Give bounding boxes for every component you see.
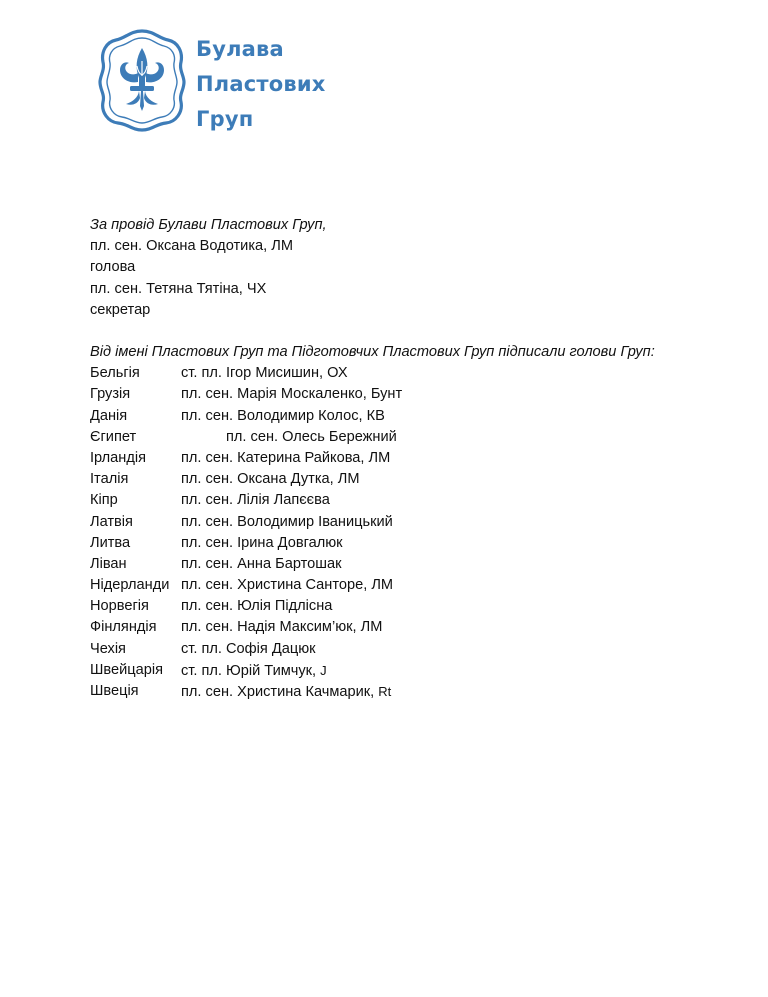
logotype-line-1: Булава [196,37,284,61]
group-country: Бельгія [90,365,140,382]
group-country: Швеція [90,683,139,700]
group-row [90,639,730,660]
group-country: Данія [90,407,128,424]
signatory-head-role: голова [90,259,136,276]
logotype-line-2: Пластових [196,72,326,96]
group-leader: пл. сен. Оксана Дутка, ЛМ [181,471,360,488]
group-row [90,363,730,384]
group-leader [181,681,391,702]
group-row [90,596,730,617]
group-leader: пл. сен. Володимир Колос, КВ [181,407,385,424]
group-leader: пл. сен. Христина Санторе, ЛМ [181,577,394,594]
group-country: Нідерланди [90,577,170,594]
spacer [90,321,730,342]
group-country: Ірландія [90,449,147,466]
group-country: Грузія [90,386,131,403]
signatory-secretary-role: секретар [90,301,151,318]
group-row [90,406,730,427]
group-leader: пл. сен. Ірина Довгалюк [181,534,343,551]
group-row [90,681,730,702]
group-leader: пл. сен. Катерина Райкова, ЛМ [181,449,391,466]
organization-logotype [196,32,326,137]
group-leader-suffix: J [320,662,327,678]
group-row [90,533,730,554]
group-country: Латвія [90,513,133,530]
group-leader: пл. сен. Володимир Іваницький [181,513,393,530]
group-row [90,384,730,405]
leadership-intro: За провід Булави Пластових Груп, [90,217,327,233]
group-row [90,554,730,575]
group-row [90,617,730,638]
group-row [90,575,730,596]
group-row [90,660,730,681]
logotype-line-3: Груп [196,107,254,131]
group-leader-name: ст. пл. Юрій Тимчук, [181,662,317,679]
group-leader: пл. сен. Лілія Лапєєва [181,492,330,509]
group-country: Норвегія [90,598,149,615]
group-leader-suffix: Rt [378,684,392,700]
group-leader: пл. сен. Анна Бартошак [181,555,342,572]
group-row [90,427,730,448]
group-leader: пл. сен. Олесь Бережний [226,428,397,445]
group-country: Італія [90,471,129,488]
group-row [90,490,730,511]
group-leader [181,660,327,681]
group-leader: пл. сен. Марія Москаленко, Бунт [181,386,403,403]
group-leader-name: пл. сен. Христина Качмарик, [181,684,375,701]
plast-lily-emblem-icon [98,28,186,132]
group-country: Єгипет [90,428,137,445]
signatory-secretary-name: пл. сен. Тетяна Тятіна, ЧХ [90,280,267,297]
group-country: Кіпр [90,492,118,509]
signatory-head-name: пл. сен. Оксана Водотика, ЛМ [90,238,293,255]
group-row [90,469,730,490]
group-country: Фінляндія [90,619,157,636]
group-country: Литва [90,534,131,551]
groups-intro: Від імені Пластових Груп та Підготовчих Пластових Груп підписали голови Груп: [90,344,655,361]
document-body [90,215,730,702]
group-country: Чехія [90,640,126,657]
group-leader: пл. сен. Юлія Підлісна [181,598,333,615]
group-row [90,448,730,469]
group-country: Швейцарія [90,661,163,678]
group-row [90,512,730,533]
group-leader: ст. пл. Софія Дацюк [181,640,316,657]
group-country: Ліван [90,555,127,572]
letterhead [98,28,326,134]
group-leader: ст. пл. Ігор Мисишин, ОХ [181,365,348,382]
group-leader: пл. сен. Надія Максим’юк, ЛМ [181,619,383,636]
